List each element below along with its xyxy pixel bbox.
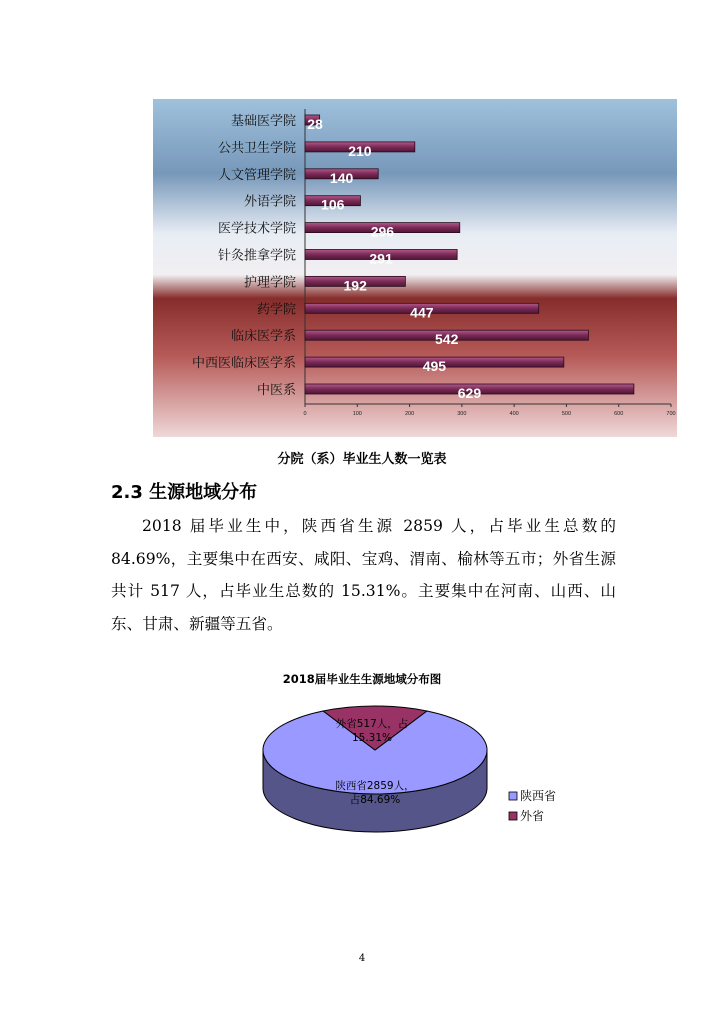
x-tick-label: 0	[303, 411, 307, 417]
pie-chart-title: 2018届毕业生生源地域分布图	[282, 672, 442, 686]
bar-chart-canvas	[153, 99, 677, 437]
category-label: 人文管理学院	[217, 167, 296, 183]
x-tick-label: 200	[404, 411, 415, 417]
x-tick-label: 700	[666, 411, 676, 417]
legend-label: 陕西省	[520, 789, 557, 803]
category-label: 外语学院	[243, 194, 296, 210]
x-tick-label: 400	[509, 411, 519, 417]
x-tick-label: 500	[561, 411, 572, 417]
category-label: 医学技术学院	[217, 221, 296, 237]
legend-label: 外省	[520, 809, 545, 823]
data-label: 291	[369, 250, 393, 267]
x-tick-label: 600	[614, 411, 624, 417]
category-label: 中医系	[256, 383, 296, 398]
bar-chart-caption: 分院（系）毕业生人数一览表	[277, 452, 447, 467]
data-label: 629	[457, 385, 482, 401]
data-label: 447	[410, 304, 434, 321]
data-label: 542	[435, 331, 459, 348]
data-label: 192	[343, 277, 367, 294]
legend-swatch	[509, 812, 517, 820]
pie-data-label: 外省517人，占 15.31%	[335, 718, 409, 744]
data-label: 296	[370, 223, 395, 240]
x-tick-label: 100	[352, 411, 362, 417]
body-paragraph: 2018 届毕业生中，陕西省生源 2859 人，占毕业生总数的 84.69%，主要集中在西安、咸阳、宝鸡、渭南、榆林等五市；外省生源共计 517 人，占毕业生总数的 15.31%。主要集中在河南、山西、山东、甘肃、新疆等五省。	[111, 517, 616, 633]
page-number: 4	[358, 953, 366, 964]
x-tick-label: 300	[457, 411, 467, 417]
bar-chart	[153, 99, 677, 437]
data-label: 210	[348, 142, 372, 159]
data-label: 495	[422, 358, 447, 375]
category-label: 基础医学院	[230, 114, 296, 129]
data-label: 28	[307, 116, 323, 132]
data-label: 106	[321, 196, 345, 213]
category-label: 护理学院	[243, 275, 296, 291]
category-label: 针灸推拿学院	[217, 248, 296, 264]
pie-data-label: 陕西省2859人，占84.69%	[335, 780, 415, 806]
legend-swatch	[509, 792, 517, 800]
data-label: 140	[329, 169, 354, 186]
category-label: 中西医临床医学系	[191, 356, 296, 372]
pie-chart	[252, 700, 592, 870]
category-label: 药学院	[256, 302, 296, 318]
category-label: 公共卫生学院	[217, 140, 296, 156]
section-heading: 2.3 生源地域分布	[111, 482, 258, 503]
category-label: 临床医学系	[230, 329, 296, 345]
